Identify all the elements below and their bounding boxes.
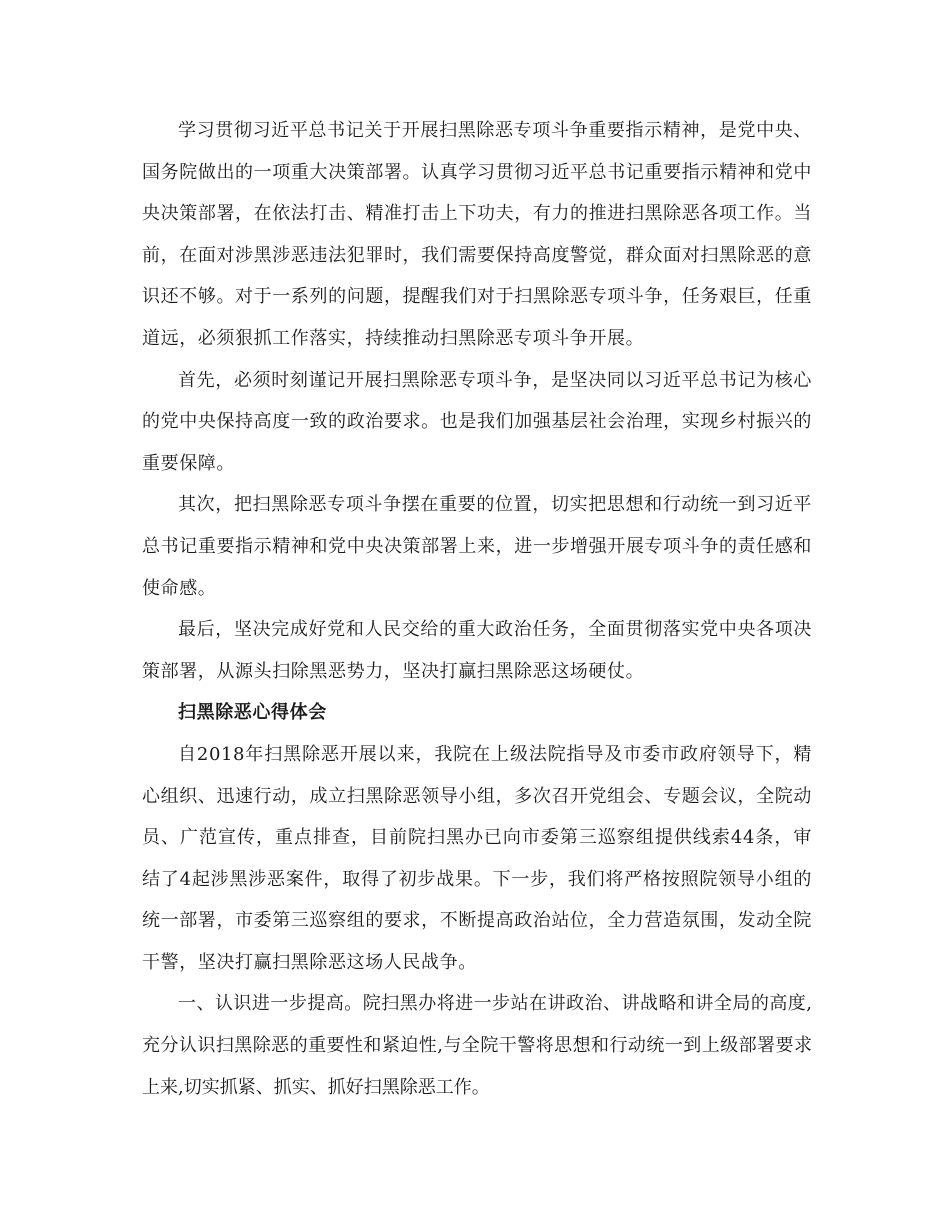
paragraph-since-2018: 自2018年扫黑除恶开展以来，我院在上级法院指导及市委市政府领导下，精心组织、迅速行动，成立扫黑除恶领导小组，多次召开党组会、专题会议，全院动员、广范宣传，重点排查，目前院扫黑办已向市委第三巡察组提供线索44条，审结了4起涉黑涉恶案件，取得了初步战果。下一步，我们将严格按照院领导小组的统一部署，市委第三巡察组的要求，不断提高政治站位，全力营造氛围，发动全院干警，坚决打赢扫黑除恶这场人民战争。 <box>142 743 812 973</box>
paragraph-second: 其次，把扫黑除恶专项斗争摆在重要的位置，切实把思想和行动统一到习近平总书记重要指示精神和党中央决策部署上来，进一步增强开展专项斗争的责任感和使命感。 <box>142 494 812 599</box>
paragraph-first: 首先，必须时刻谨记开展扫黑除恶专项斗争，是坚决同以习近平总书记为核心的党中央保持高度一致的政治要求。也是我们加强基层社会治理，实现乡村振兴的重要保障。 <box>142 369 812 474</box>
section-heading: 扫黑除恶心得体会 <box>178 702 327 724</box>
paragraph-last: 最后，坚决完成好党和人民交给的重大政治任务，全面贯彻落实党中央各项决策部署，从源头扫除黑恶势力，坚决打赢扫黑除恶这场硬仗。 <box>142 619 812 682</box>
paragraph-intro: 学习贯彻习近平总书记关于开展扫黑除恶专项斗争重要指示精神，是党中央、国务院做出的一项重大决策部署。认真学习贯彻习近平总书记重要指示精神和党中央决策部署，在依法打击、精准打击上下功夫，有力的推进扫黑除恶各项工作。当前，在面对涉黑涉恶违法犯罪时，我们需要保持高度警觉，群众面对扫黑除恶的意识还不够。对于一系列的问题，提醒我们对于扫黑除恶专项斗争，任务艰巨，任重道远，必须狠抓工作落实，持续推动扫黑除恶专项斗争开展。 <box>142 120 812 349</box>
paragraph-point-one: 一、认识进一步提高。院扫黑办将进一步站在讲政治、讲战略和讲全局的高度,充分认识扫黑除恶的重要性和紧迫性,与全院干警将思想和行动统一到上级部署要求上来,切实抓紧、抓实、抓好扫黑除恶工作。 <box>142 993 812 1098</box>
document-body <box>142 110 812 1108</box>
